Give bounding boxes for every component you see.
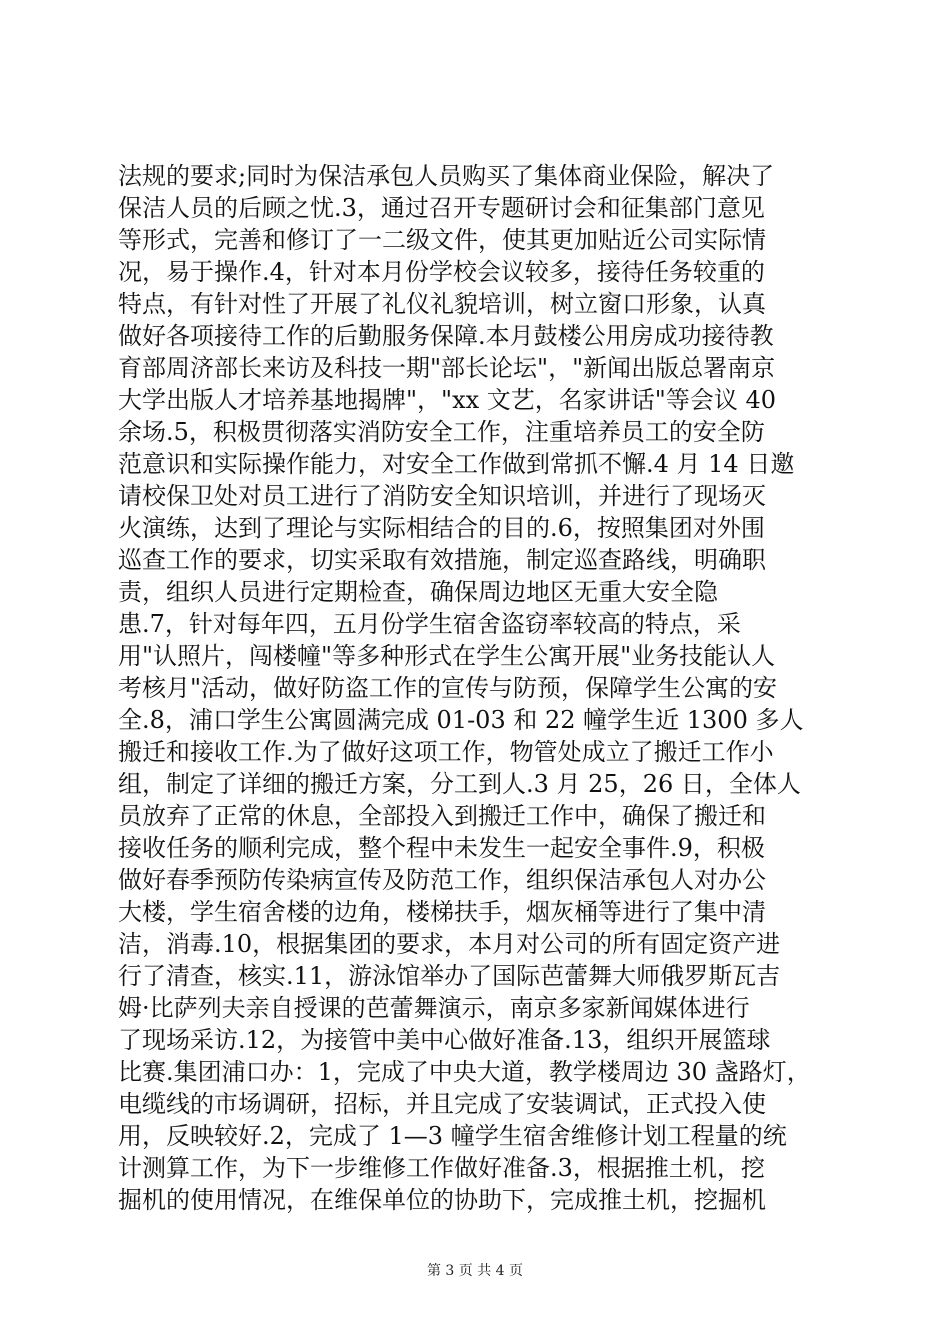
- text-line: 计测算工作，为下一步维修工作做好准备.3，根据推土机，挖: [118, 1154, 765, 1182]
- text-line: 范意识和实际操作能力，对安全工作做到常抓不懈.4 月 14 日邀: [118, 450, 795, 478]
- text-line: 特点，有针对性了开展了礼仪礼貌培训，树立窗口形象，认真: [118, 290, 766, 318]
- text-line: 比赛.集团浦口办：1，完成了中央大道，教学楼周边 30 盏路灯，: [118, 1058, 811, 1086]
- text-line: 火演练，达到了理论与实际相结合的目的.6，按照集团对外围: [118, 514, 765, 542]
- text-line: 搬迁和接收工作.为了做好这项工作，物管处成立了搬迁工作小: [118, 738, 774, 766]
- text-line: 做好春季预防传染病宣传及防范工作，组织保洁承包人对办公: [118, 866, 766, 894]
- text-line: 电缆线的市场调研，招标，并且完成了安装调试，正式投入使: [118, 1090, 766, 1118]
- text-line: 用"认照片，闯楼幢"等多种形式在学生公寓开展"业务技能认人: [118, 642, 776, 670]
- text-line: 组，制定了详细的搬迁方案，分工到人.3 月 25，26 日，全体人: [118, 770, 801, 798]
- text-line: 育部周济部长来访及科技一期"部长论坛"，"新闻出版总署南京: [118, 354, 776, 382]
- text-line: 大楼，学生宿舍楼的边角，楼梯扶手，烟灰桶等进行了集中清: [118, 898, 766, 926]
- text-line: 巡查工作的要求，切实采取有效措施，制定巡查路线，明确职: [118, 546, 766, 574]
- text-line: 请校保卫处对员工进行了消防安全知识培训，并进行了现场灭: [118, 482, 766, 510]
- text-line: 行了清查，核实.11，游泳馆举办了国际芭蕾舞大师俄罗斯瓦吉: [118, 962, 781, 990]
- text-line: 保洁人员的后顾之忧.3，通过召开专题研讨会和征集部门意见: [118, 194, 765, 222]
- page-footer: 第 3 页 共 4 页: [426, 1263, 524, 1279]
- document-body: [118, 160, 838, 1216]
- text-line: 员放弃了正常的休息，全部投入到搬迁工作中，确保了搬迁和: [118, 802, 766, 830]
- text-line: 法规的要求;同时为保洁承包人员购买了集体商业保险，解决了: [118, 162, 775, 190]
- text-line: 用，反映较好.2，完成了 1—3 幢学生宿舍维修计划工程量的统: [118, 1122, 787, 1150]
- text-line: 掘机的使用情况，在维保单位的协助下，完成推土机，挖掘机: [118, 1186, 766, 1214]
- text-line: 姆·比萨列夫亲自授课的芭蕾舞演示，南京多家新闻媒体进行: [118, 994, 750, 1022]
- text-line: 等形式，完善和修订了一二级文件，使其更加贴近公司实际情: [118, 226, 766, 254]
- text-line: 了现场采访.12，为接管中美中心做好准备.13，组织开展篮球: [118, 1026, 771, 1054]
- text-line: 况，易于操作.4，针对本月份学校会议较多，接待任务较重的: [118, 258, 765, 286]
- text-line: 责，组织人员进行定期检查，确保周边地区无重大安全隐: [118, 578, 718, 606]
- text-line: 余场.5，积极贯彻落实消防安全工作，注重培养员工的安全防: [118, 418, 765, 446]
- text-line: 患.7，针对每年四，五月份学生宿舍盗窃率较高的特点，采: [118, 610, 741, 638]
- text-line: 全.8，浦口学生公寓圆满完成 01-03 和 22 幢学生近 1300 多人: [118, 706, 804, 734]
- text-line: 大学出版人才培养基地揭牌"，"xx 文艺，名家讲话"等会议 40: [118, 386, 776, 414]
- text-line: 接收任务的顺利完成，整个程中未发生一起安全事件.9，积极: [118, 834, 765, 862]
- text-line: 考核月"活动，做好防盗工作的宣传与防预，保障学生公寓的安: [118, 674, 778, 702]
- text-line: 做好各项接待工作的后勤服务保障.本月鼓楼公用房成功接待教: [118, 322, 774, 350]
- text-line: 洁，消毒.10，根据集团的要求，本月对公司的所有固定资产进: [118, 930, 781, 958]
